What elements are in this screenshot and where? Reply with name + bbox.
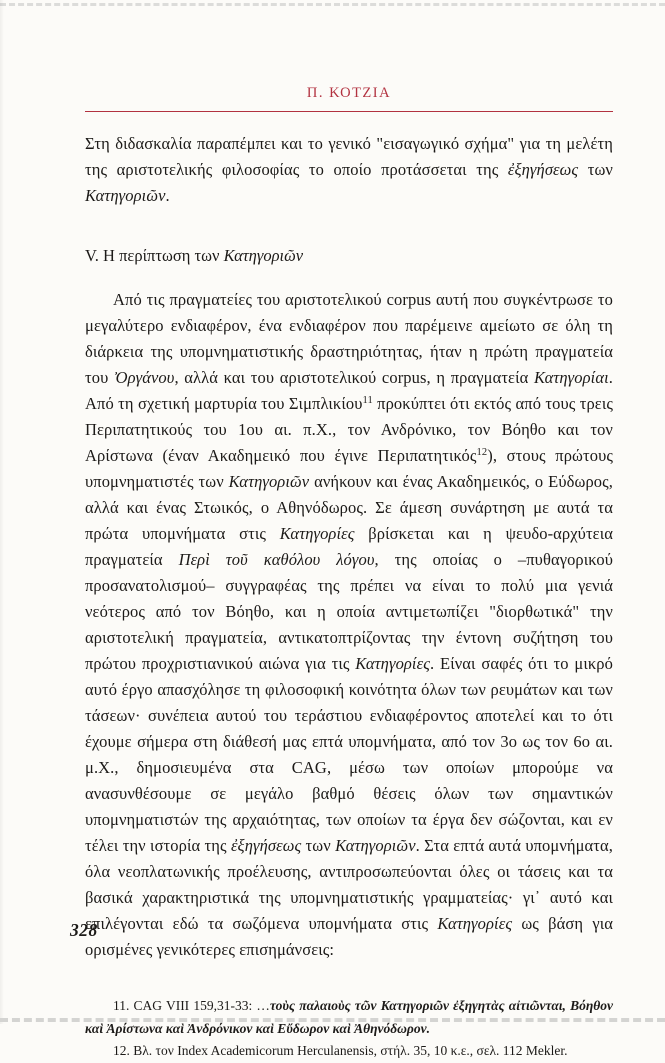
header-rule (85, 111, 613, 112)
page-number: 328 (70, 920, 98, 940)
footnote-12: 12. Βλ. τον Index Academicorum Herculanensis, στήλ. 35, 10 κ.ε., σελ. 112 Mekler. (113, 1043, 568, 1058)
running-header: Π. ΚΟΤΖΙΑ (306, 85, 392, 101)
scan-edge-bottom (0, 1018, 665, 1022)
scan-edge-left (0, 0, 4, 1024)
intro-paragraph: Στη διδασκαλία παραπέμπει και το γενικό "εισαγωγικό σχήμα" για τη μελέτη της αριστοτελικής φιλοσοφίας το οποίο προτάσσεται της ἐξηγήσεως των Κατηγοριῶν. (85, 134, 613, 205)
footnote-11: 11. CAG VIII 159,31-33: …τοὺς παλαιοὺς τῶν Κατηγοριῶν ἐξηγητὰς αἰτιῶνται, Βόηθον καὶ Ἀρίστωνα καὶ Ἀνδρόνικον καὶ Εὔδωρον καὶ Ἀθηνόδωρον. (85, 998, 613, 1036)
section-heading: V. Η περίπτωση των Κατηγοριῶν (85, 246, 304, 265)
main-paragraph: Από τις πραγματείες του αριστοτελικού corpus αυτή που συγκέντρωσε το μεγαλύτερο ενδιαφέρον, ένα ενδιαφέρον που παρέμεινε αμείωτο σε όλη τη διάρκεια της υπομνηματιστικής δραστηριότητας, ήταν η πρώτη πραγματεία του Ὀργάνου, αλλά και του αριστοτελικού corpus, η πραγματεία Κατηγορίαι. Από τη σχετική μαρτυρία του Σιμπλικίου$^{11}$ προκύπτει ότι εκτός από τους τρεις Περιπατητικούς του 1ου αι. π.Χ., τον Ανδρόνικο, τον Βόηθο και τον Αρίστωνα (έναν Ακαδημεικό που έγινε Περιπατητικός$^{12}$), στους πρώτους υπομνηματιστές των Κατηγοριῶν ανήκουν και ένας Ακαδημεικός, ο Εύδωρος, αλλά και ένας Στωικός, ο Αθηνόδωρος. Σε άμεση συνάρτηση με αυτά τα πρώτα υπομνήματα στις Κατηγορίες βρίσκεται και η ψευδο-αρχύτεια πραγματεία Περὶ τοῦ καθόλου λόγου, της οποίας ο –πυθαγορικού προσανατολισμού– συγγραφέας της πρέπει να είναι το πολύ μια γενιά νεότερος από τον Βόηθο, και η οποία αντιμετωπίζει "διορθωτικά" την αριστοτελική πραγματεία, αντικατοπτρίζοντας την έντονη συζήτηση του πρώτου προχριστιανικού αιώνα για τις Κατηγορίες. Είναι σαφές ότι το μικρό αυτό έργο απασχόλησε τη φιλοσοφική κοινότητα όλων των ρευμάτων και των τάσεων· συνέπεια αυτού του τεράστιου ενδιαφέροντος αποτελεί και το ότι έχουμε σήμερα στη διάθεσή μας επτά υπομνήματα, από τον 3ο ως τον 6ο αι. μ.Χ., δημοσιευμένα στα CAG, μέσω των οποίων μπορούμε να ανασυνθέσουμε σε μεγάλο βαθμό θέσεις όλων των σημαντικών υπομνηματιστών της αρχαιότητας, των οποίων τα έργα δεν σώζονται, και εν τέλει την ιστορία της ἐξηγήσεως των Κατηγοριῶν. Στα επτά αυτά υπομνήματα, όλα νεοπλατωνικής προέλευσης, αντιπροσωπεύονται όλες οι τάσεις και τα βασικά χαρακτηριστικά της υπομνηματιστικής γραμματείας· γι᾽ αυτό και επιλέγονται εδώ τα σωζόμενα υπομνήματα στις Κατηγορίες ως βάση για ορισμένες γενικότερες επισημάνσεις: (85, 290, 614, 959)
book-page (85, 0, 613, 1063)
footnotes-block (85, 995, 613, 1063)
